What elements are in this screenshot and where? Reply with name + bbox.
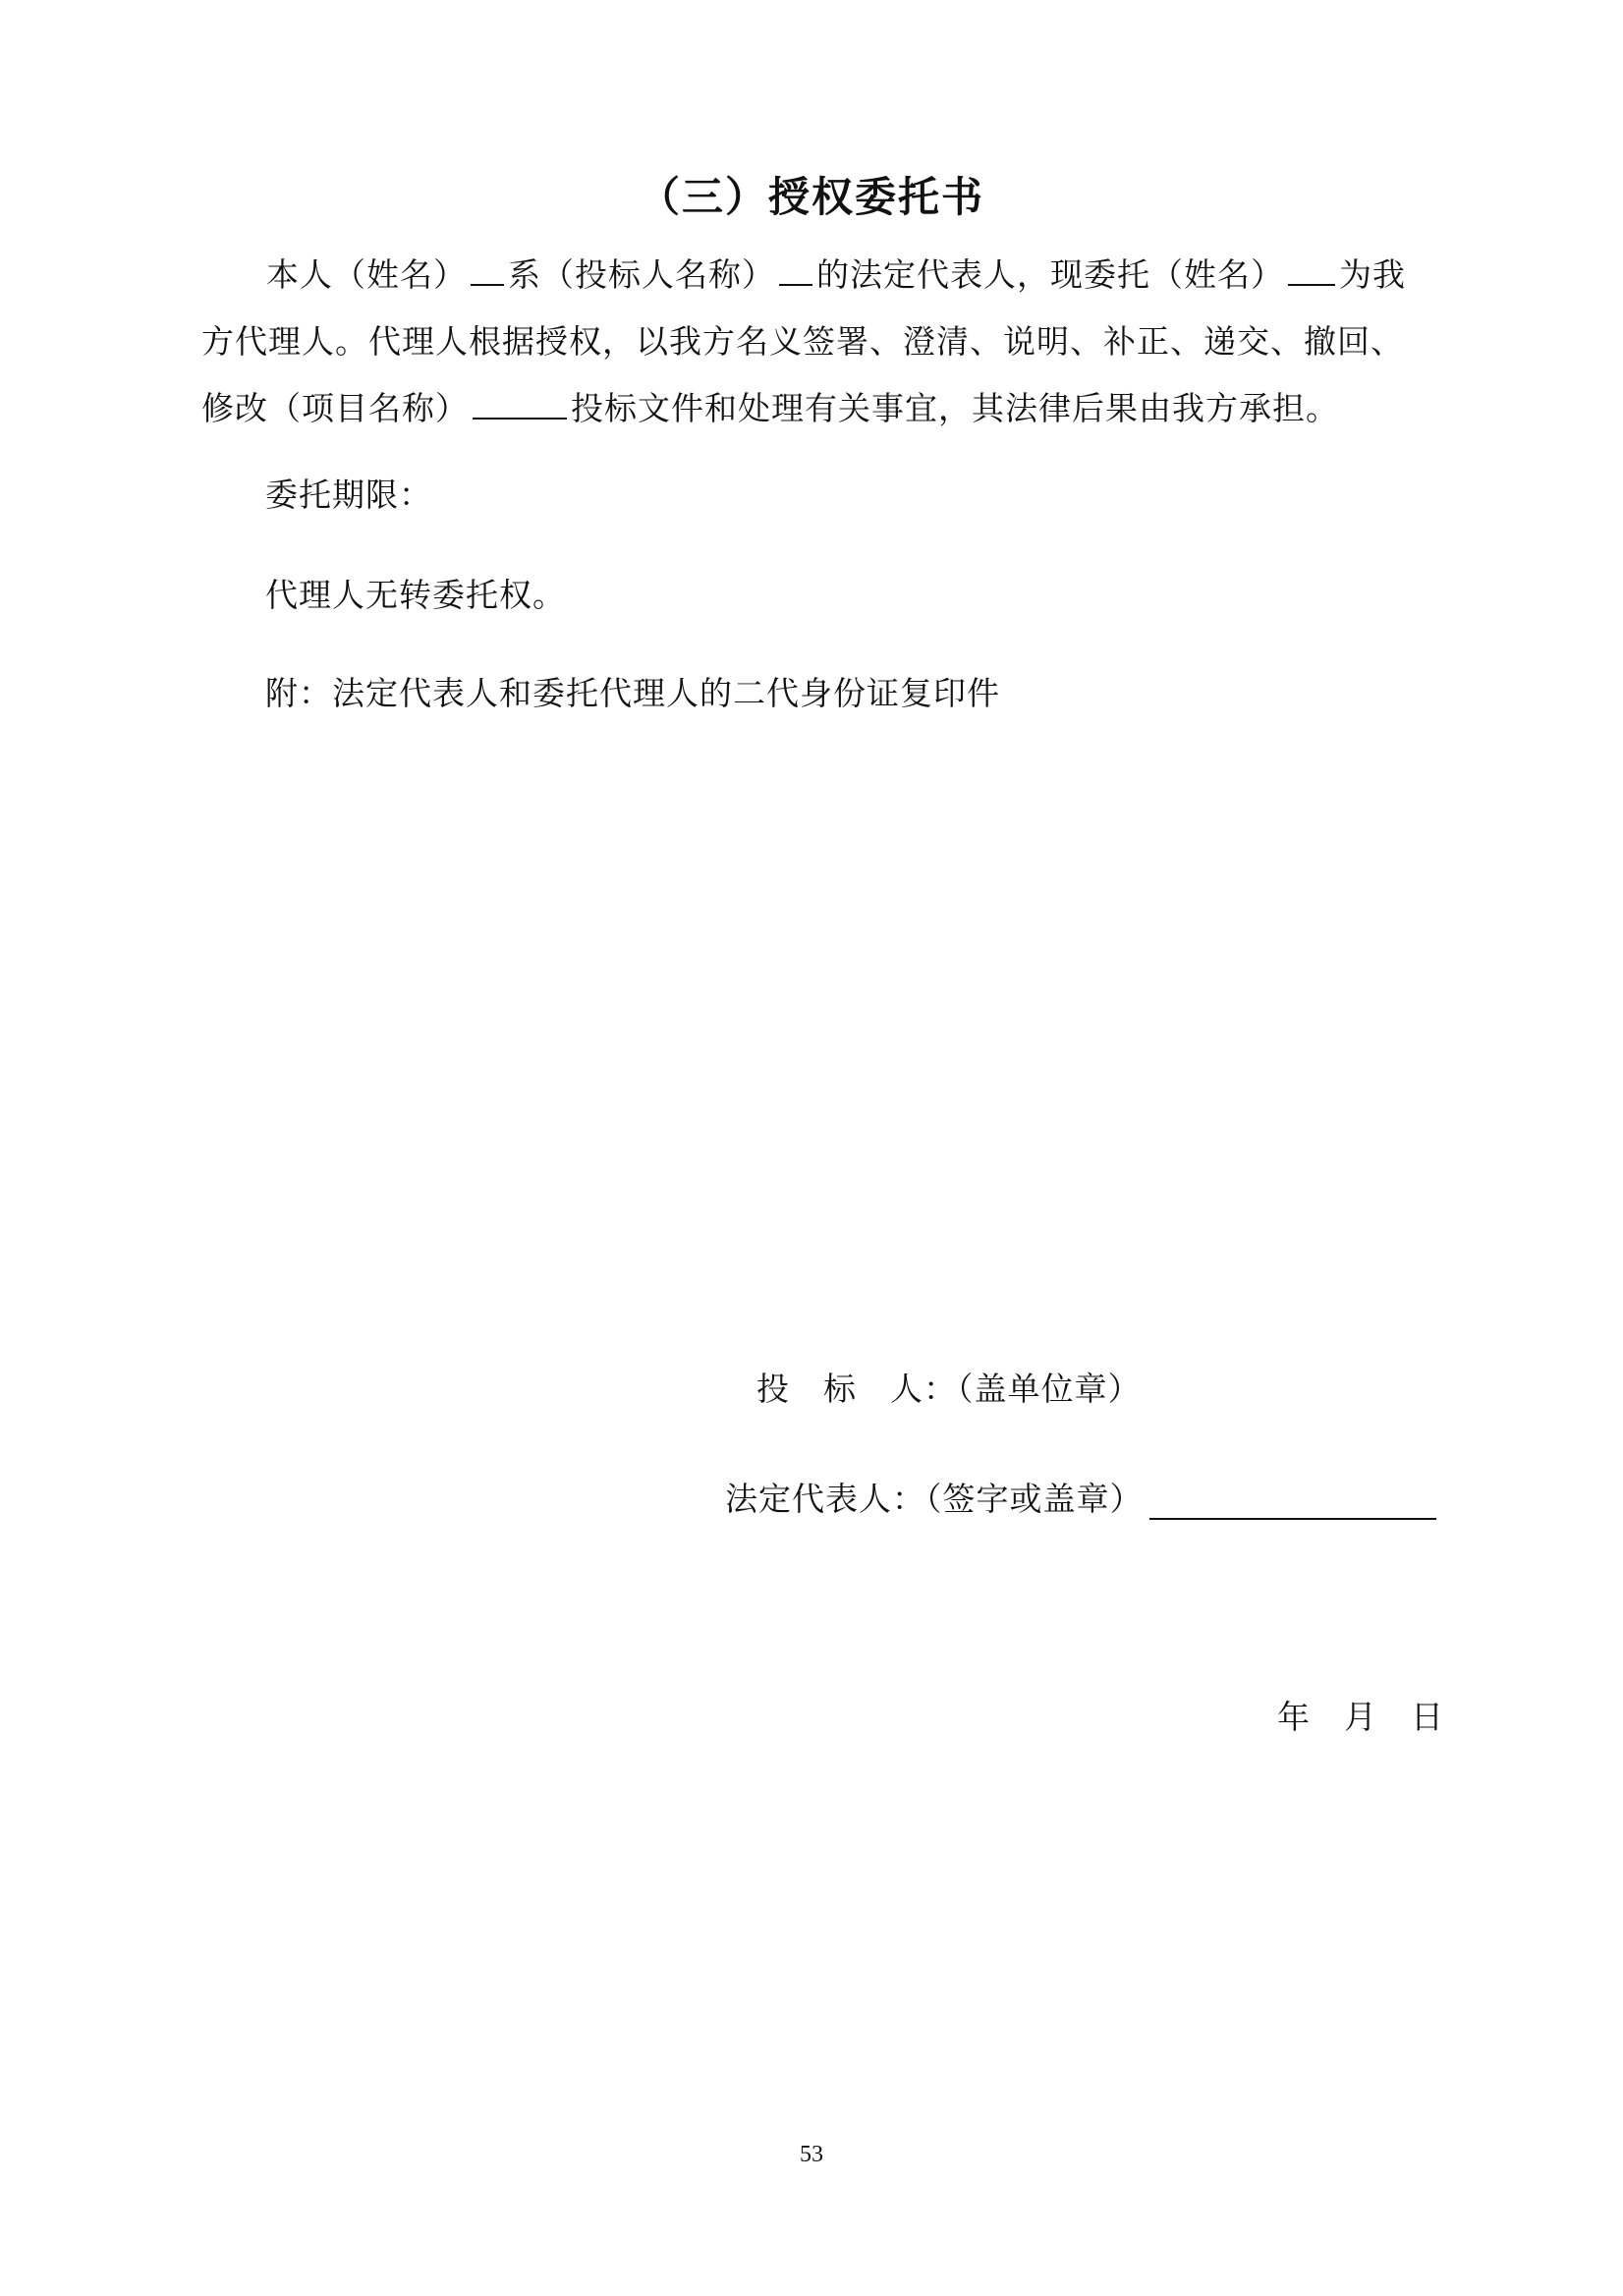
- agent-name-blank: [1288, 254, 1335, 286]
- legal-rep-signature-row: [725, 1474, 1436, 1520]
- bidder-signature-line: 投 标 人：（盖单位章）: [756, 1370, 1142, 1408]
- legal-rep-label: 法定代表人：（签字或盖章）: [725, 1480, 1144, 1518]
- date-line: 年 月 日: [1277, 1698, 1444, 1736]
- body-text-part-1: 本人（姓名）: [266, 255, 467, 294]
- document-title: （三）授权委托书: [638, 173, 984, 221]
- body-text-part-4: 为我方代理人。代理人根据授权，以我方名义签署、澄清、说明、补正、递交、撤回、修改（项目名称）: [201, 255, 1406, 427]
- name-blank: [471, 254, 504, 286]
- term-line: 委托期限：: [265, 476, 432, 514]
- signature-underline: [1149, 1484, 1436, 1520]
- body-text-part-3: 的法定代表人，现委托（姓名）: [816, 255, 1284, 294]
- page-number: 53: [800, 2142, 823, 2167]
- attachment-line: 附：法定代表人和委托代理人的二代身份证复印件: [265, 674, 1000, 712]
- authorization-paragraph: [201, 242, 1434, 442]
- body-text-part-5: 投标文件和处理有关事宜，其法律后果由我方承担。: [571, 389, 1339, 427]
- bidder-name-blank: [779, 254, 812, 286]
- body-text-part-2: 系（投标人名称）: [508, 255, 775, 294]
- no-subdelegation-line: 代理人无转委托权。: [265, 576, 566, 614]
- project-name-blank: [473, 388, 567, 420]
